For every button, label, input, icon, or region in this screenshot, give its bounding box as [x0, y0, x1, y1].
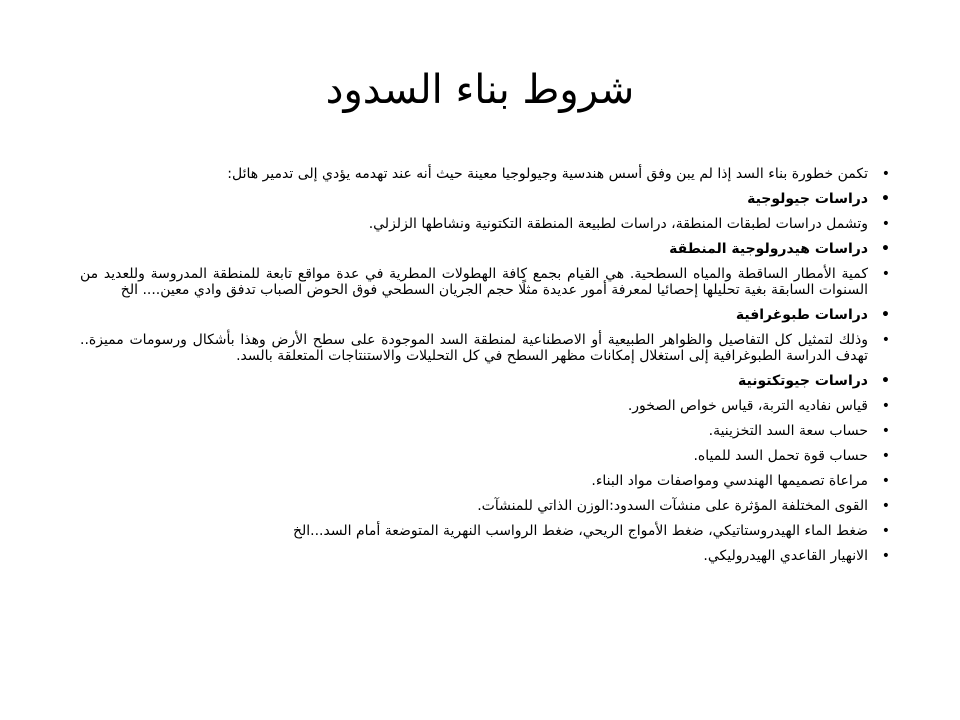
- list-item-text: الانهيار القاعدي الهيدروليكي.: [703, 548, 868, 564]
- list-item-text: حساب سعة السد التخزينية.: [708, 423, 868, 439]
- list-item-text: مراعاة تصميمها الهندسي ومواصفات مواد البناء.: [591, 473, 868, 489]
- bullet-icon: •: [881, 216, 890, 232]
- list-item-text: وذلك لتمثيل كل التفاصيل والظواهر الطبيعية أو الاصطناعية لمنطقة السد الموجودة على سطح الأرض وهذا بأشكال ورسومات مميزة.. تهدف الدراسة الطبوغرافية إلى استغلال إمكانات مظهر السطح في كل التحليلات والاستنتاجات المتعلقة بالسد.: [80, 332, 868, 364]
- bullet-icon: •: [881, 307, 890, 323]
- list-item-text: ضغط الماء الهيدروستاتيكي، ضغط الأمواج الريحي، ضغط الرواسب النهرية المتوضعة أمام السد...الخ: [292, 523, 868, 539]
- bullet-icon: •: [881, 448, 890, 464]
- list-item: [80, 398, 892, 414]
- bullet-icon: •: [881, 498, 890, 514]
- bullet-icon: •: [881, 548, 890, 564]
- list-item-text: حساب قوة تحمل السد للمياه.: [693, 448, 868, 464]
- bullet-list: [80, 166, 892, 573]
- list-item-text: القوى المختلفة المؤثرة على منشآت السدود:الوزن الذاتي للمنشآت.: [477, 498, 868, 514]
- bullet-icon: •: [881, 473, 890, 489]
- bullet-icon: •: [881, 523, 890, 539]
- bullet-icon: •: [881, 241, 890, 257]
- list-item: [80, 498, 892, 514]
- list-item: [80, 332, 892, 364]
- list-item-text: وتشمل دراسات لطبقات المنطقة، دراسات لطبيعة المنطقة التكتونية ونشاطها الزلزلي.: [368, 216, 868, 232]
- bullet-icon: •: [881, 423, 890, 439]
- section-heading: [80, 307, 892, 323]
- slide-title: شروط بناء السدود: [325, 67, 635, 113]
- list-item: [80, 548, 892, 564]
- list-item: [80, 448, 892, 464]
- bullet-icon: •: [881, 373, 890, 389]
- bullet-icon: •: [881, 166, 890, 182]
- list-item: [80, 523, 892, 539]
- bullet-icon: •: [881, 332, 890, 348]
- section-heading-text: دراسات جيولوجية: [747, 191, 868, 207]
- bullet-icon: •: [881, 191, 890, 207]
- section-heading-text: دراسات طبوغرافية: [735, 307, 868, 323]
- bullet-icon: •: [881, 398, 890, 414]
- list-item: [80, 473, 892, 489]
- list-item-text: قياس نفاديه التربة، قياس خواص الصخور.: [627, 398, 868, 414]
- section-heading: [80, 241, 892, 257]
- section-heading: [80, 191, 892, 207]
- list-item-text: تكمن خطورة بناء السد إذا لم يبن وفق أسس هندسية وجيولوجيا معينة حيث أنه عند تهدمه يؤدي إلى تدمير هائل:: [227, 166, 868, 182]
- section-heading: [80, 373, 892, 389]
- list-item: [80, 423, 892, 439]
- section-heading-text: دراسات جيوتكتونية: [738, 373, 868, 389]
- list-item-text: كمية الأمطار الساقطة والمياه السطحية. هي القيام بجمع كافة الهطولات المطرية في عدة مواقع تابعة للمنطقة المدروسة وللعديد من السنوات السابقة بغية تحليلها إحصائيا لمعرفة أمور عديدة مثلًا حجم الجريان السطحي فوق الحوض الصباب تدفق وادي معين.... الخ: [80, 266, 868, 298]
- section-heading-text: دراسات هيدرولوجية المنطقة: [669, 241, 868, 257]
- list-item: [80, 166, 892, 182]
- list-item: [80, 266, 892, 298]
- list-item: [80, 216, 892, 232]
- bullet-icon: •: [881, 266, 890, 282]
